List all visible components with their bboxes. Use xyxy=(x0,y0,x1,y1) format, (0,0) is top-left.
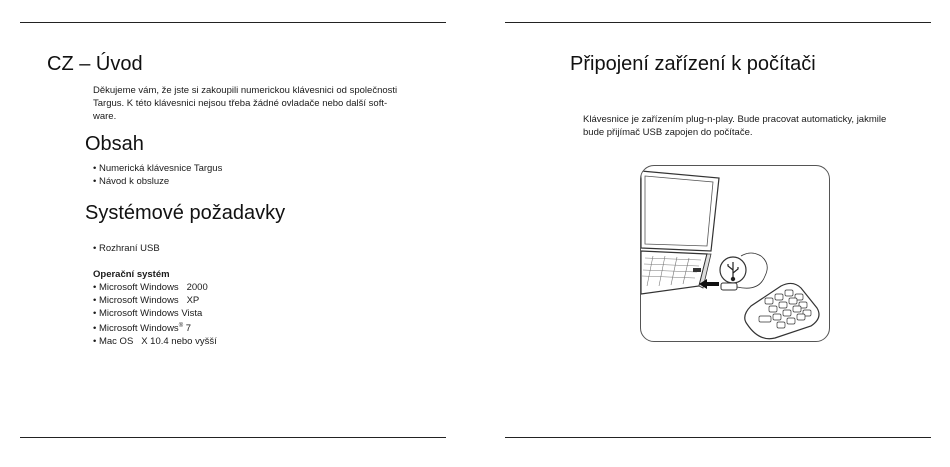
requirements-heading: Systémové požadavky xyxy=(85,202,286,224)
list-item: • Návod k obsluze xyxy=(93,175,222,188)
left-page-title: CZ – Úvod xyxy=(47,53,143,75)
left-top-rule xyxy=(20,22,446,23)
usb-receiver xyxy=(721,283,737,290)
right-bottom-rule xyxy=(505,437,931,438)
os-list xyxy=(93,281,217,348)
list-item: • Microsoft Windows 2000 xyxy=(93,281,217,294)
connection-paragraph: Klávesnice je zařízením plug-n-play. Bude pracovat automaticky, jakmile bude přijímač USB zapojen do počítače. xyxy=(583,114,887,138)
laptop-base xyxy=(641,251,707,294)
list-item: • Mac OS X 10.4 nebo vyšší xyxy=(93,335,217,348)
interface-list xyxy=(93,242,160,255)
contents-list xyxy=(93,162,222,188)
left-bottom-rule xyxy=(20,437,446,438)
usb-port xyxy=(693,268,701,272)
list-item: • Microsoft Windows XP xyxy=(93,294,217,307)
numeric-keypad xyxy=(745,283,819,338)
right-page-title: Připojení zařízení k počítači xyxy=(570,53,816,75)
laptop-keypad-drawing xyxy=(641,166,829,341)
contents-heading: Obsah xyxy=(85,133,144,155)
list-item: • Microsoft Windows® 7 xyxy=(93,320,217,335)
registered-mark: ® xyxy=(178,323,184,329)
connection-illustration xyxy=(640,165,830,342)
list-item: • Microsoft Windows Vista xyxy=(93,307,217,320)
list-item: • Rozhraní USB xyxy=(93,242,160,255)
right-top-rule xyxy=(505,22,931,23)
list-item: • Numerická klávesnice Targus xyxy=(93,162,222,175)
os-heading: Operační systém xyxy=(93,269,170,280)
intro-paragraph: Děkujeme vám, že jste si zakoupili numerickou klávesnici od společnosti Targus. K této klávesnici nejsou třeba žádné ovladače nebo další soft- ware. xyxy=(93,85,398,122)
